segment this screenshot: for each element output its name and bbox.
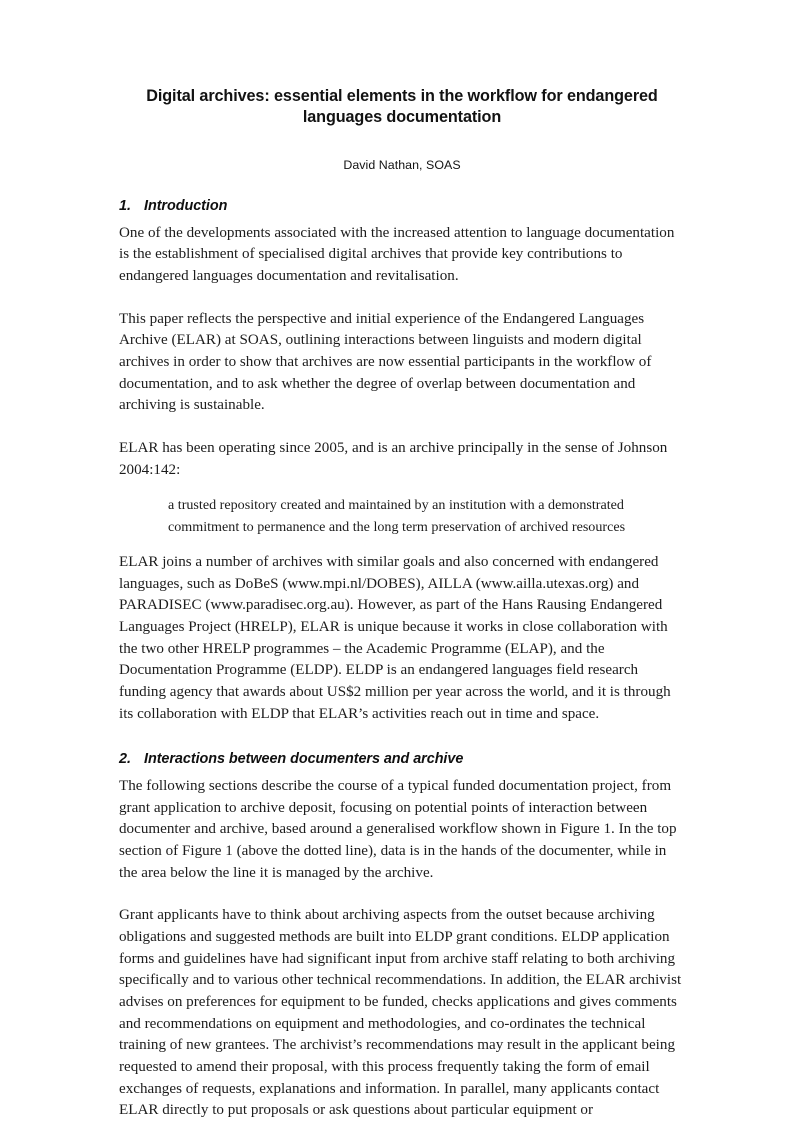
section-heading-introduction [119,198,685,214]
paragraph: Grant applicants have to think about archiving aspects from the outset because archiving obligations and suggested methods are built into ELDP grant conditions. ELDP application forms and guidelines have had significant input from archive staff relating to both archiving specifically and to various other technical recommendations. In addition, the ELAR archivist advises on preferences for equipment to be funded, checks applications and gives comments and recommendations on equipment and methodologies, and co-ordinates the technical training of new grantees. The archivist’s recommendations may result in the applicant being requested to amend their proposal, with this process frequently taking the form of email exchanges of requests, explanations and information. In parallel, many applicants contact ELAR directly to put proposals or ask questions about particular equipment or [119,907,682,1119]
spacer [119,172,685,198]
spacer [119,214,685,223]
section-number: 2. [119,751,131,768]
section-title: Introduction [144,197,228,214]
spacer [119,884,685,905]
spacer [119,725,685,751]
paragraph: ELAR joins a number of archives with similar goals and also concerned with endangered languages, such as DoBeS (www.mpi.nl/DOBES), AILLA (www.ailla.utexas.org) and PARADISEC (www.paradisec.org.au). However, as part of the Hans Rausing Endangered Languages Project (HRELP), ELAR is unique because it works in close collaboration with the two other HRELP programmes – the Academic Programme (ELAP), and the Documentation Programme (ELDP). ELDP is an endangered languages field research funding agency that awards about US$2 million per year across the world, and it is through its collaboration with ELDP that ELAR’s activities reach out in time and space. [119,553,671,722]
section-heading-interactions [119,751,685,767]
paragraph: One of the developments associated with the increased attention to language documentation is the establishment of specialised digital archives that provide key contributions to endangered languages documentation and revitalisation. [119,224,675,285]
page-title: Digital archives: essential elements in the workflow for endangered languages documentation [146,87,658,127]
section-number: 1. [119,197,131,214]
spacer [119,767,685,776]
spacer [119,538,685,552]
paragraph: ELAR has been operating since 2005, and is an archive principally in the sense of Johnson 2004:142: [119,440,668,478]
blockquote-johnson-definition: a trusted repository created and maintained by an institution with a demonstrated commitment to permanence and the long term preservation of archived resources [168,497,626,535]
section-title: Interactions between documenters and archive [144,751,464,768]
paragraph: The following sections describe the course of a typical funded documentation project, from grant application to archive deposit, focusing on potential points of interaction between documenter and archive, based around a generalised workflow shown in Figure 1. In the top section of Figure 1 (above the dotted line), data is in the hands of the documenter, while in the area below the line it is managed by the archive. [119,778,677,881]
document-content [119,86,685,1122]
paragraph: This paper reflects the perspective and initial experience of the Endangered Languages Archive (ELAR) at SOAS, outlining interactions between linguists and modern digital archives in order to show that archives are now essential participants in the workflow of documentation, and to ask whether the degree of overlap between documentation and archiving is sustainable. [119,310,652,414]
spacer [119,288,685,309]
spacer [119,481,685,495]
spacer [119,417,685,438]
author-byline: David Nathan, SOAS [343,157,461,172]
